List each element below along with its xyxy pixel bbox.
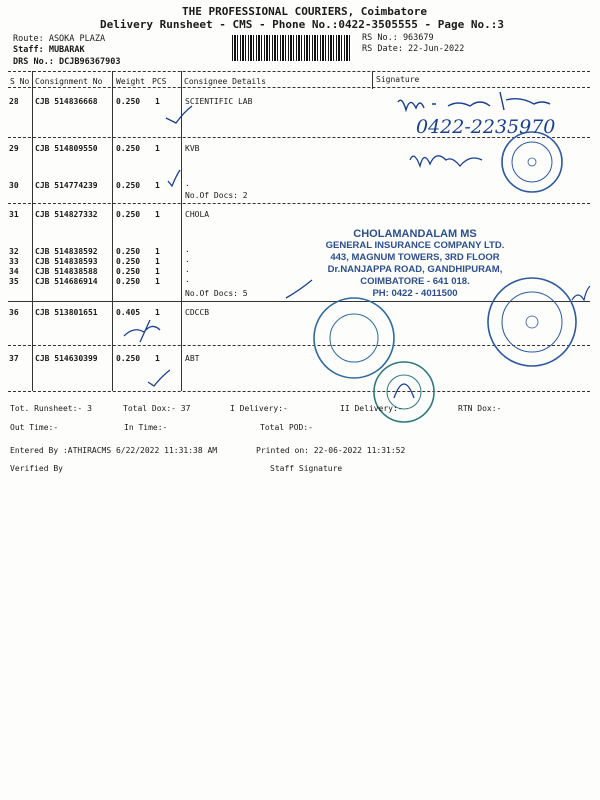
row-sno: 35 — [9, 277, 19, 286]
row-consignee: CHOLA — [185, 210, 210, 219]
row-pcs: 1 — [155, 308, 160, 317]
row-sno: 37 — [9, 354, 19, 363]
rs-number: RS No.: 963679 — [362, 33, 434, 43]
row-pcs: 1 — [155, 181, 160, 190]
company-title: THE PROFESSIONAL COURIERS, Coimbatore — [182, 5, 428, 18]
row-consignee: . — [185, 179, 190, 188]
row-consignment: CJB 513801651 — [35, 308, 98, 317]
row-pcs: 1 — [155, 247, 160, 256]
ii-delivery: II Delivery:- — [340, 404, 403, 413]
total-dox: Total Dox:- 37 — [123, 404, 191, 413]
stamp-line: CHOLAMANDALAM MS — [353, 228, 477, 240]
i-delivery: I Delivery:- — [230, 404, 288, 413]
signature — [410, 156, 482, 166]
printed-on: Printed on: 22-06-2022 11:31:52 — [256, 446, 406, 455]
company-stamp — [320, 228, 510, 300]
row-consignment: CJB 514630399 — [35, 354, 98, 363]
col-header-signature: Signature — [376, 75, 420, 84]
check-mark — [168, 170, 180, 186]
rtn-dox: RTN Dox:- — [458, 404, 502, 413]
row-sno: 29 — [9, 144, 19, 153]
out-time: Out Time:- — [10, 423, 59, 432]
stamp-line: 443, MAGNUM TOWERS, 3RD FLOOR — [330, 252, 500, 263]
row-weight: 0.250 — [116, 210, 141, 219]
row-sno: 32 — [9, 247, 19, 256]
row-consignment: CJB 514838592 — [35, 247, 98, 256]
company-seal — [374, 362, 434, 422]
row-consignment: CJB 514686914 — [35, 277, 98, 286]
entered-by: Entered By :ATHIRACMS 6/22/2022 11:31:38 AM — [10, 446, 218, 455]
row-weight: 0.250 — [116, 97, 141, 106]
signature — [398, 92, 550, 110]
signature — [124, 320, 160, 342]
row-docs-note: No.Of Docs: 2 — [185, 191, 248, 200]
verified-by: Verified By — [10, 464, 63, 473]
row-pcs: 1 — [155, 257, 160, 266]
row-consignee: . — [185, 255, 190, 264]
stamp-line: PH: 0422 - 4011500 — [372, 288, 458, 299]
row-sno: 36 — [9, 308, 19, 317]
check-mark — [166, 106, 192, 123]
col-header-consignment: Consignment No — [35, 77, 103, 86]
col-header-weight: Weight — [116, 77, 145, 86]
row-consignee: KVB — [185, 144, 200, 153]
row-consignment: CJB 514827332 — [35, 210, 98, 219]
row-weight: 0.250 — [116, 277, 141, 286]
row-sno: 34 — [9, 267, 19, 276]
stamp-line: COIMBATORE - 641 018. — [360, 276, 470, 287]
row-pcs: 1 — [155, 267, 160, 276]
row-sno: 30 — [9, 181, 19, 190]
row-pcs: 1 — [155, 144, 160, 153]
col-header-sno: S No — [10, 77, 30, 86]
signature — [572, 286, 590, 300]
route: Route: ASOKA PLAZA — [13, 34, 106, 44]
check-mark — [148, 370, 170, 386]
row-pcs: 1 — [155, 354, 160, 363]
row-weight: 0.250 — [116, 181, 141, 190]
rs-date: RS Date: 22-Jun-2022 — [362, 44, 465, 54]
row-weight: 0.250 — [116, 144, 141, 153]
row-consignment: CJB 514774239 — [35, 181, 98, 190]
row-weight: 0.250 — [116, 247, 141, 256]
row-consignment: CJB 514809550 — [35, 144, 98, 153]
row-consignee: . — [185, 245, 190, 254]
col-header-pcs: PCS — [152, 77, 167, 86]
row-consignment: CJB 514836668 — [35, 97, 98, 106]
row-consignment: CJB 514838588 — [35, 267, 98, 276]
row-pcs: 1 — [155, 97, 160, 106]
row-weight: 0.405 — [116, 308, 141, 317]
row-consignee: . — [185, 275, 190, 284]
row-docs-note: No.Of Docs: 5 — [185, 289, 248, 298]
tot-runsheet: Tot. Runsheet:- 3 — [10, 404, 92, 413]
row-consignee: ABT — [185, 354, 200, 363]
round-stamp — [502, 132, 562, 192]
row-sno: 28 — [9, 97, 19, 106]
runsheet-subtitle: Delivery Runsheet - CMS - Phone No.:0422-3505555 - Page No.:3 — [100, 18, 504, 31]
row-pcs: 1 — [155, 210, 160, 219]
handwritten-phone: 0422-2235970 — [416, 116, 556, 138]
row-consignee: . — [185, 265, 190, 274]
row-consignee: SCIENTIFIC LAB — [185, 97, 253, 106]
row-weight: 0.250 — [116, 257, 141, 266]
drs-number: DRS No.: DCJB96367903 — [13, 57, 121, 67]
staff-signature: Staff Signature — [270, 464, 343, 473]
row-consignment: CJB 514838593 — [35, 257, 98, 266]
stamp-line: Dr.NANJAPPA ROAD, GANDHIPURAM, — [327, 264, 503, 275]
row-weight: 0.250 — [116, 354, 141, 363]
total-pod: Total POD:- — [260, 423, 313, 432]
row-consignee: CDCCB — [185, 308, 210, 317]
row-sno: 31 — [9, 210, 19, 219]
col-header-consignee: Consignee Details — [184, 77, 266, 86]
row-sno: 33 — [9, 257, 19, 266]
stamp-line: GENERAL INSURANCE COMPANY LTD. — [325, 240, 505, 251]
row-weight: 0.250 — [116, 267, 141, 276]
in-time: In Time:- — [124, 423, 168, 432]
company-seal — [314, 298, 394, 378]
row-pcs: 1 — [155, 277, 160, 286]
staff: Staff: MUBARAK — [13, 45, 85, 55]
check-mark — [286, 280, 312, 298]
